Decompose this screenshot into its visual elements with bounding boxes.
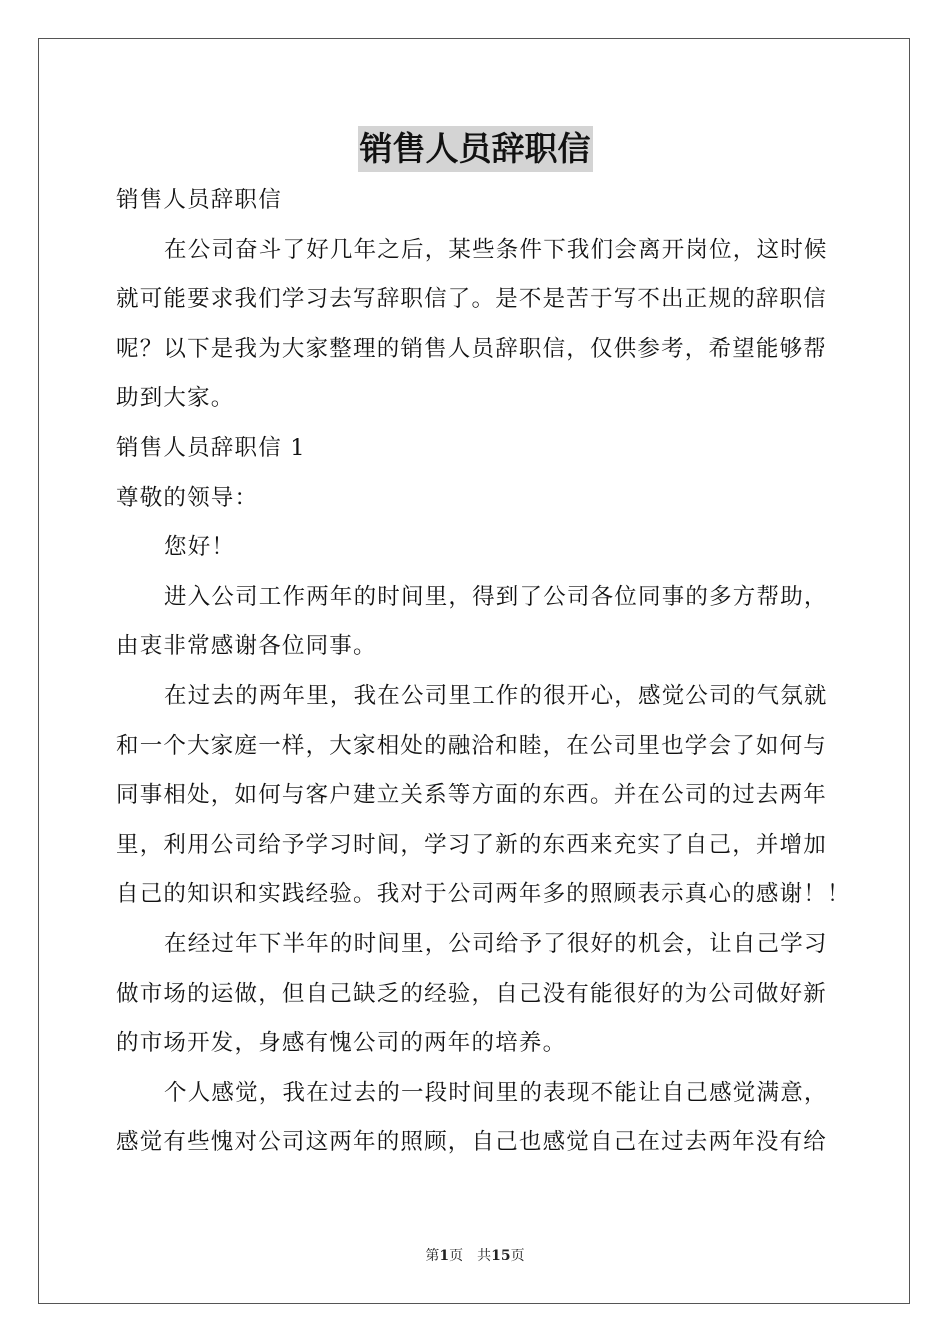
page-prefix: 第 — [425, 1248, 440, 1264]
body-line: 感觉有些愧对公司这两年的照顾，自己也感觉自己在过去两年没有给 — [116, 1129, 828, 1156]
body-line: 自己的知识和实践经验。我对于公司两年多的照顾表示真心的感谢！！ — [116, 881, 851, 908]
body-line: 在经过年下半年的时间里，公司给予了很好的机会，让自己学习 — [164, 930, 828, 957]
total-suffix: 页 — [510, 1248, 525, 1264]
salutation: 尊敬的领导： — [116, 484, 259, 511]
body-line: 的市场开发，身感有愧公司的两年的培养。 — [116, 1030, 567, 1057]
total-pages: 15 — [491, 1248, 511, 1264]
body-line: 和一个大家庭一样，大家相处的融洽和睦，在公司里也学会了如何与 — [116, 732, 828, 759]
body-line: 在过去的两年里，我在公司里工作的很开心，感觉公司的气氛就 — [164, 682, 828, 709]
body-line: 进入公司工作两年的时间里，得到了公司各位同事的多方帮助， — [164, 583, 828, 610]
body-line: 由衷非常感谢各位同事。 — [116, 633, 377, 660]
body-line: 同事相处，如何与客户建立关系等方面的东西。并在公司的过去两年 — [116, 782, 828, 809]
body-line: 销售人员辞职信 — [116, 187, 282, 213]
title-container — [0, 126, 950, 172]
section-heading: 销售人员辞职信 1 — [116, 434, 306, 461]
body-line: 呢？以下是我为大家整理的销售人员辞职信，仅供参考，希望能够帮 — [116, 335, 828, 362]
body-line: 做市场的运做，但自己缺乏的经验，自己没有能很好的为公司做好新 — [116, 980, 828, 1007]
body-line: 助到大家。 — [116, 385, 235, 412]
total-prefix: 共 — [477, 1248, 492, 1264]
body-line: 在公司奋斗了好几年之后，某些条件下我们会离开岗位，这时候 — [164, 236, 828, 263]
greeting: 您好！ — [164, 534, 236, 561]
body-line: 个人感觉，我在过去的一段时间里的表现不能让自己感觉满意， — [164, 1079, 828, 1106]
document-title: 销售人员辞职信 — [358, 126, 593, 172]
body-line: 里，利用公司给予学习时间，学习了新的东西来充实了自己，并增加 — [116, 831, 828, 858]
page-suffix: 页 — [449, 1248, 464, 1264]
document-body — [116, 176, 851, 1168]
page-footer — [0, 1246, 950, 1266]
page-number: 1 — [439, 1248, 450, 1264]
body-line: 就可能要求我们学习去写辞职信了。是不是苦于写不出正规的辞职信 — [116, 286, 828, 313]
